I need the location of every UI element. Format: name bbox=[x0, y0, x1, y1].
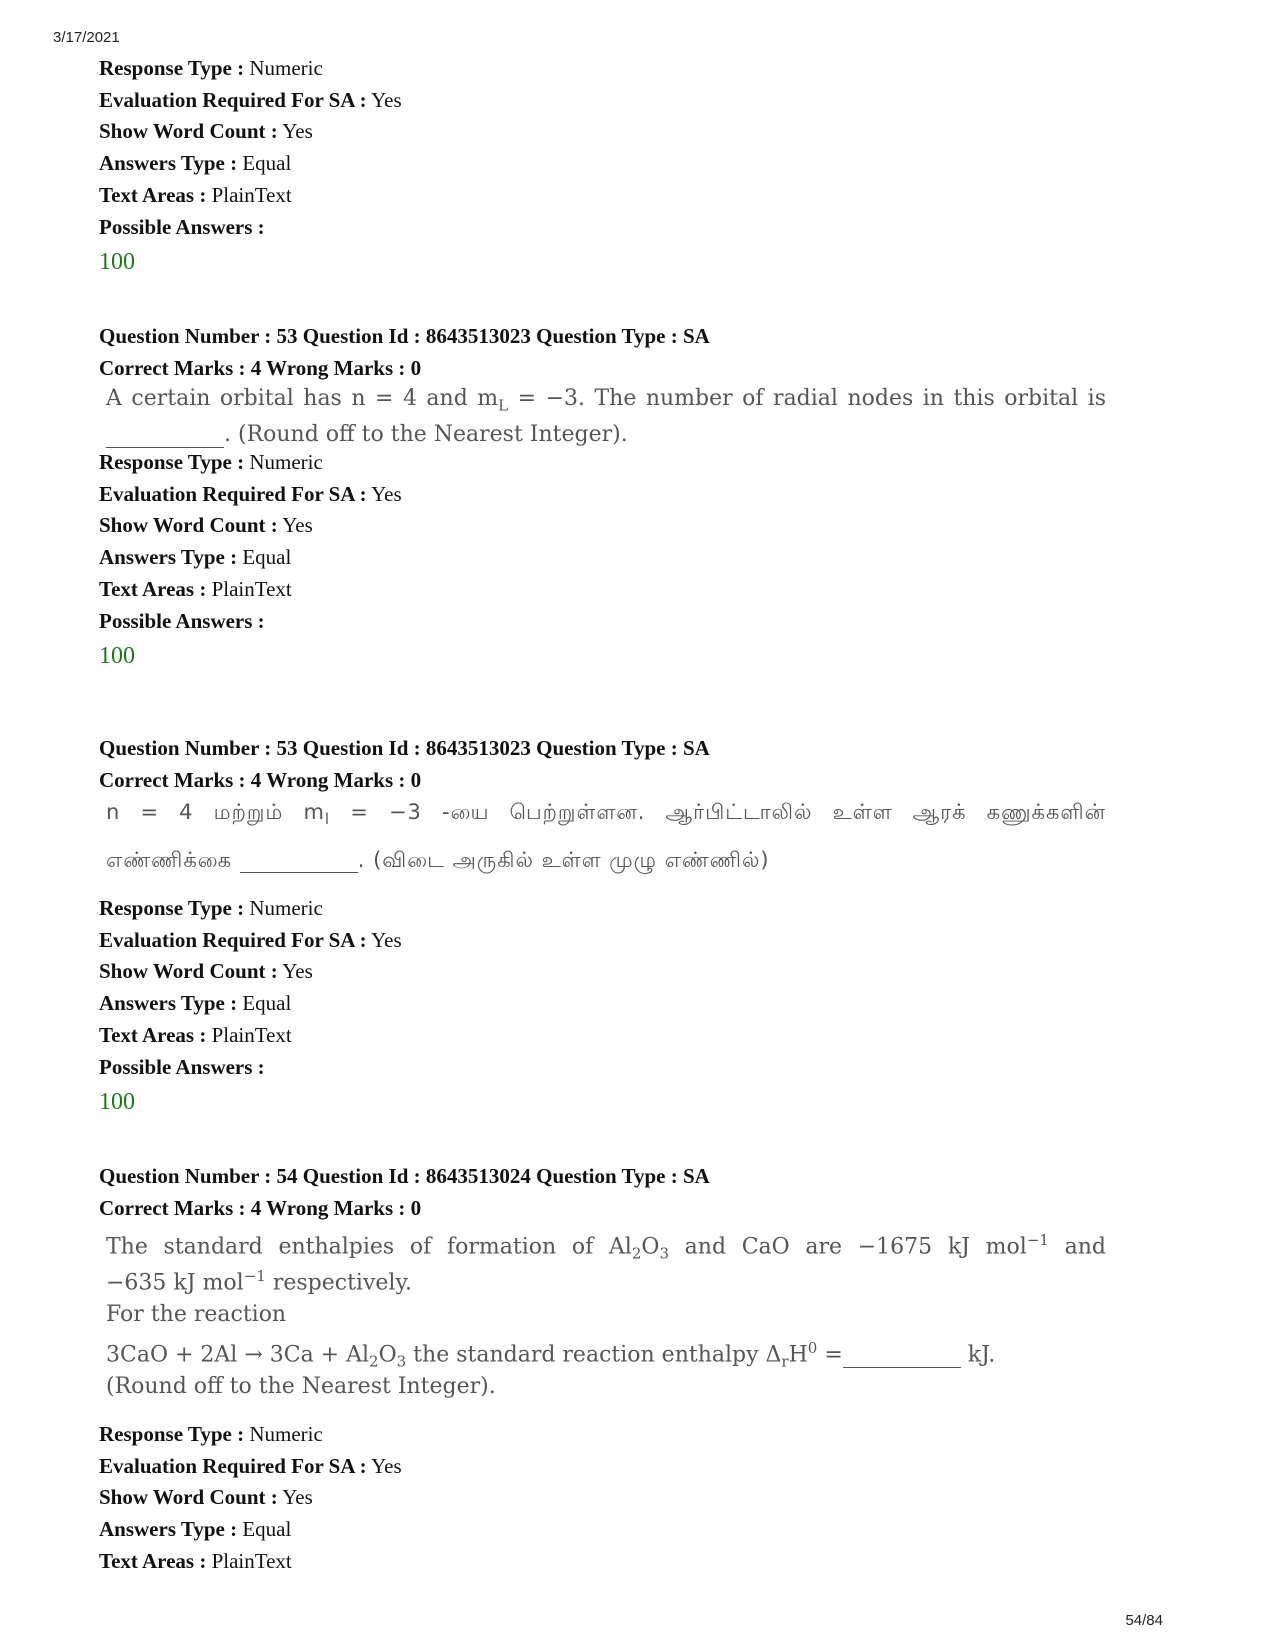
question-title: Question Number : 53 Question Id : 8643513023 Question Type : SA bbox=[99, 736, 710, 760]
question-text-q54-line4: $3CaO + 2Al \to 3Ca + Al_2O_3$ the standard reaction enthalpy $\Delta_rH^0$ = kJ. bbox=[106, 1339, 996, 1371]
metadata-block-top bbox=[99, 53, 402, 279]
question-header-q54 bbox=[99, 1161, 710, 1224]
question-header-q53-en bbox=[99, 321, 710, 384]
question-text-q54-line3: For the reaction bbox=[106, 1302, 287, 1327]
response-type-row: Response Type : Numeric bbox=[99, 450, 323, 474]
question-text-q53-ta-line2: எண்ணிக்கை . (விடை அருகில் உள்ள முழு எண்ணில்) bbox=[106, 848, 770, 872]
possible-answer-value: 100 bbox=[99, 249, 135, 276]
answers-type-row: Answers Type : Equal bbox=[99, 991, 292, 1016]
metadata-block-q54 bbox=[99, 1419, 402, 1578]
question-marks: Correct Marks : 4 Wrong Marks : 0 bbox=[99, 1195, 422, 1220]
text-areas-row: Text Areas : PlainText bbox=[99, 1022, 292, 1047]
show-word-count-row: Show Word Count : Yes bbox=[99, 959, 313, 984]
question-text-q53-ta: n = 4 மற்றும் $m_l = -3$ -யை பெற்றுள்ளன. ஆர்பிட்டாலில் உள்ள ஆரக் கணுக்களின் bbox=[106, 800, 1106, 829]
answers-type-row: Answers Type : Equal bbox=[99, 1517, 292, 1542]
response-type-row: Response Type : Numeric bbox=[99, 896, 323, 920]
response-type-row: Response Type : Numeric bbox=[99, 56, 323, 80]
answer-blank bbox=[843, 1342, 961, 1368]
show-word-count-row: Show Word Count : Yes bbox=[99, 513, 313, 538]
question-text-q54-line2: −635 kJ mol$^{-1}$ respectively. bbox=[106, 1267, 412, 1296]
answers-type-row: Answers Type : Equal bbox=[99, 151, 292, 176]
question-text-q53-en-line2: . (Round off to the Nearest Integer). bbox=[106, 422, 628, 448]
eval-required-row: Evaluation Required For SA : Yes bbox=[99, 87, 402, 112]
question-marks: Correct Marks : 4 Wrong Marks : 0 bbox=[99, 767, 422, 792]
eval-required-row: Evaluation Required For SA : Yes bbox=[99, 1453, 402, 1478]
response-type-row: Response Type : Numeric bbox=[99, 1422, 323, 1446]
text-areas-row: Text Areas : PlainText bbox=[99, 182, 292, 207]
answer-blank bbox=[240, 848, 358, 873]
print-date: 3/17/2021 bbox=[53, 29, 120, 46]
show-word-count-row: Show Word Count : Yes bbox=[99, 1485, 313, 1510]
metadata-block-q53-en bbox=[99, 447, 402, 673]
eval-required-row: Evaluation Required For SA : Yes bbox=[99, 927, 402, 952]
answers-type-row: Answers Type : Equal bbox=[99, 545, 292, 570]
metadata-block-q53-ta bbox=[99, 893, 402, 1119]
possible-answers-row: Possible Answers : bbox=[99, 608, 265, 633]
possible-answer-value: 100 bbox=[99, 1089, 135, 1116]
page-number: 54/84 bbox=[1125, 1612, 1163, 1629]
question-header-q53-ta bbox=[99, 733, 710, 796]
question-title: Question Number : 53 Question Id : 8643513023 Question Type : SA bbox=[99, 324, 710, 348]
question-text-q54-line1: The standard enthalpies of formation of $Al_2O_3$ and CaO are −1675 kJ mol$^{-1}$ and bbox=[106, 1231, 1106, 1263]
possible-answers-row: Possible Answers : bbox=[99, 1054, 265, 1079]
question-marks: Correct Marks : 4 Wrong Marks : 0 bbox=[99, 355, 422, 380]
show-word-count-row: Show Word Count : Yes bbox=[99, 119, 313, 144]
text-areas-row: Text Areas : PlainText bbox=[99, 1548, 292, 1573]
possible-answer-value: 100 bbox=[99, 643, 135, 670]
question-text-q53-en: A certain orbital has n = 4 and $m_L = -3$. The number of radial nodes in this orbital is bbox=[106, 386, 1106, 415]
answer-blank bbox=[106, 422, 224, 448]
question-title: Question Number : 54 Question Id : 8643513024 Question Type : SA bbox=[99, 1164, 710, 1188]
question-text-q54-line5: (Round off to the Nearest Integer). bbox=[106, 1374, 496, 1399]
possible-answers-row: Possible Answers : bbox=[99, 214, 265, 239]
text-areas-row: Text Areas : PlainText bbox=[99, 576, 292, 601]
eval-required-row: Evaluation Required For SA : Yes bbox=[99, 481, 402, 506]
